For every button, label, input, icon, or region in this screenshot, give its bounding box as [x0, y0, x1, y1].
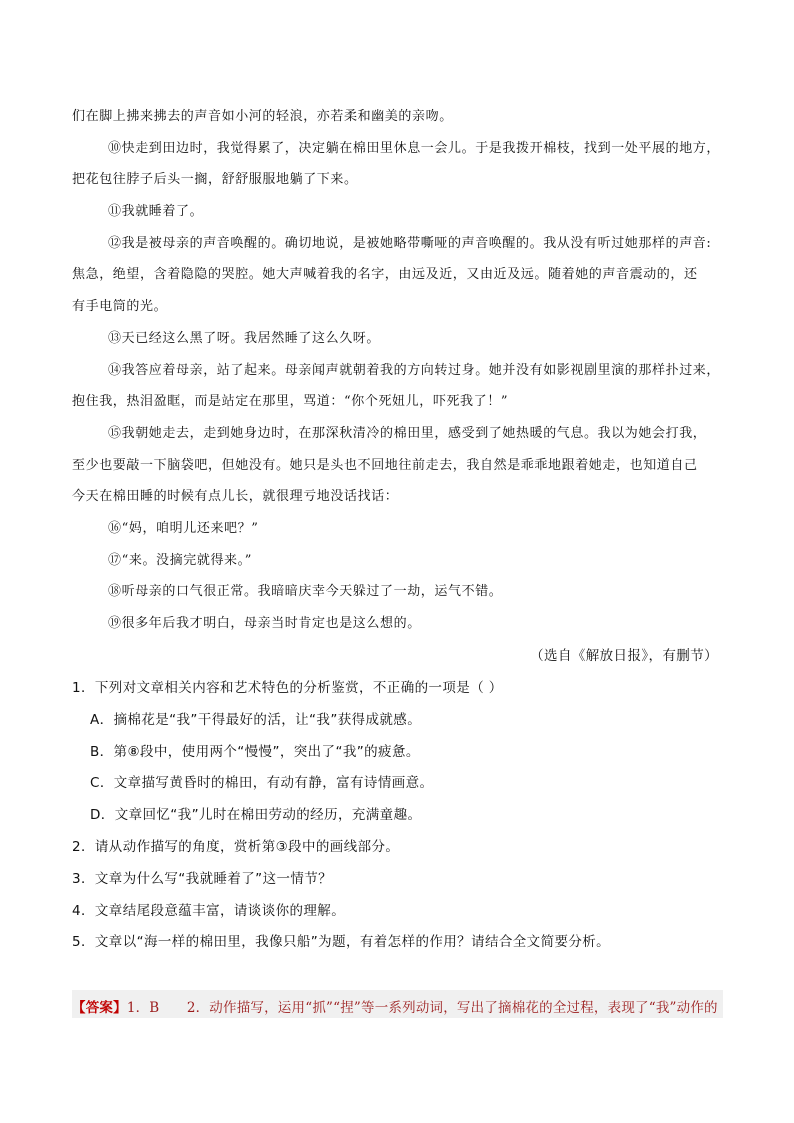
passage-line: 抱住我，热泪盈眶，而是站定在那里，骂道：“你个死妞儿，吓死我了！” [72, 394, 509, 409]
question-1: 1．下列对文章相关内容和艺术特色的分析鉴赏，不正确的一项是（ ） [72, 680, 503, 696]
passage-line: 今天在棉田睡的时候有点儿长，就很理亏地没话找话： [72, 489, 399, 504]
question-4: 4．文章结尾段意蕴丰富，请谈谈你的理解。 [72, 903, 346, 919]
passage-paragraph-14: ⑭我答应着母亲，站了起来。母亲闻声就朝着我的方向转过身。她并没有如影视剧里演的那样扑过来， [108, 363, 721, 378]
answer-text: 1．B 2．动作描写，运用“抓”“捏”等一系列动词，写出了摘棉花的全过程，表现了“我”动作的 [126, 1000, 718, 1016]
answer-line [72, 996, 718, 1016]
passage-paragraph-19: ⑲很多年后我才明白，母亲当时肯定也是这么想的。 [108, 616, 421, 631]
passage-paragraph-10: ⑩快走到田边时，我觉得累了，决定躺在棉田里休息一会儿。于是我拨开棉枝，找到一处平展的地方， [108, 141, 721, 156]
passage-paragraph-12: ⑫我是被母亲的声音唤醒的。确切地说，是被她略带嘶哑的声音唤醒的。我从没有听过她那样的声音: [108, 236, 712, 251]
passage-paragraph-16: ⑯“妈，咱明儿还来吧？” [108, 521, 259, 536]
option-b: B．第⑧段中，使用两个“慢慢”，突出了“我”的疲惫。 [90, 744, 420, 760]
question-2: 2．请从动作描写的角度，赏析第③段中的画线部分。 [72, 839, 400, 855]
passage-line: 至少也要敲一下脑袋吧，但她没有。她只是头也不回地往前走去，我自然是乖乖地跟着她走，也知道自己 [72, 458, 698, 473]
answer-tag: 【答案】 [72, 1000, 127, 1016]
option-d: D．文章回忆“我”儿时在棉田劳动的经历，充满童趣。 [90, 807, 422, 823]
passage-paragraph-15: ⑮我朝她走去，走到她身边时，在那深秋清冷的棉田里，感受到了她热暖的气息。我以为她会打我， [108, 426, 707, 441]
question-5: 5．文章以“海一样的棉田里，我像只船”为题，有着怎样的作用？请结合全文简要分析。 [72, 934, 611, 950]
passage-line: 焦急，绝望，含着隐隐的哭腔。她大声喊着我的名字，由远及近，又由近及远。随着她的声音震动的，还 [72, 267, 698, 282]
passage-paragraph-17: ⑰“来。没摘完就得来。” [108, 553, 252, 568]
option-c: C．文章描写黄昏时的棉田，有动有静，富有诗情画意。 [90, 775, 434, 791]
passage-paragraph-18: ⑱听母亲的口气很正常。我暗暗庆幸今天躲过了一劫，运气不错。 [108, 584, 503, 599]
source-note: （选自《解放日报》，有删节） [530, 648, 718, 664]
passage-line: 有手电筒的光。 [72, 299, 168, 314]
passage-paragraph-11: ⑪我就睡着了。 [108, 204, 204, 219]
passage-paragraph-13: ⑬天已经这么黑了呀。我居然睡了这么久呀。 [108, 331, 381, 346]
question-3: 3．文章为什么写“我就睡着了”这一情节？ [72, 871, 333, 887]
passage-line: 们在脚上拂来拂去的声音如小河的轻浪，亦若柔和幽美的亲吻。 [72, 109, 453, 124]
passage-line: 把花包往脖子后头一搁，舒舒服服地躺了下来。 [72, 172, 358, 187]
option-a: A．摘棉花是“我”干得最好的活，让“我”获得成就感。 [90, 712, 422, 728]
